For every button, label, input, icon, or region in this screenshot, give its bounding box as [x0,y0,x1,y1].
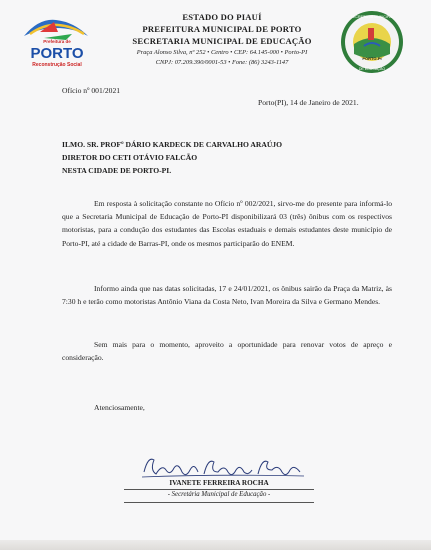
svg-text:Prefeitura de: Prefeitura de [43,39,71,44]
svg-text:DE EDUCAÇÃO: DE EDUCAÇÃO [358,67,386,71]
header-address: Praça Alonso Silva, nº 252 • Centro • CEP: 64.145-000 • Porto-PI [136,49,308,56]
header-prefecture: PREFEITURA MUNICIPAL DE PORTO [142,24,302,34]
body-paragraph: Informo ainda que nas datas solicitadas, 17 e 24/01/2021, os ônibus sairão da Praça da Matriz, às 7:30 h e terão como motoristas Antônio Viana da Costa Neto, Ivan Moreira da Silva e Germano Mendes. [62,284,392,307]
signer-name: IVANETE FERREIRA ROCHA [169,479,269,487]
body-paragraph: Sem mais para o momento, aproveito a oportunidade para renovar votos de apreço e consideração. [62,340,392,363]
letter-reference: Ofício nº 001/2021 [62,86,121,95]
prefeitura-porto-logo [14,14,100,70]
header-state: ESTADO DO PIAUÍ [182,12,262,22]
signature-underline [124,502,314,503]
svg-text:PORTO: PORTO [30,45,84,62]
header-secretariat: SECRETARIA MUNICIPAL DE EDUCAÇÃO [132,36,312,46]
recipient-title: DIRETOR DO CETI OTÁVIO FALCÃO [62,153,198,162]
closing-salutation: Atenciosamente, [94,403,145,412]
svg-text:SECRETARIA MUNICIPAL: SECRETARIA MUNICIPAL [350,15,394,19]
secretariat-seal [340,10,404,74]
body-paragraph: Em resposta à solicitação constante no Ofício nº 002/2021, sirvo-me do presente para informá-lo que a Secretaria Municipal de Educação de Porto-PI disponibilizará 03 (três) ônibus com os respectivos motoristas, para a condução dos estudantes das Escolas estaduais e demais estudantes deste município de Porto-PI, até a cidade de Barras-PI, onde os mesmos participarão do ENEM. [62,199,392,248]
recipient-name: ILMO. SR. PROFº DÁRIO KARDECK DE CARVALHO ARAÚJO [62,140,283,149]
signature-divider [124,489,314,490]
header-contacts: CNPJ: 07.209.390/0001-53 • Fone: (86) 3243-1147 [155,59,289,66]
page-bottom-edge [0,540,431,550]
handwritten-signature [138,450,308,482]
letter-date: Porto(PI), 14 de Janeiro de 2021. [258,98,359,107]
signer-role: - Secretária Municipal de Educação - [167,491,271,498]
svg-text:Reconstrução Social: Reconstrução Social [32,62,82,68]
recipient-city: NESTA CIDADE DE PORTO-PI. [62,166,172,175]
svg-text:PORTO-PI: PORTO-PI [362,56,382,61]
